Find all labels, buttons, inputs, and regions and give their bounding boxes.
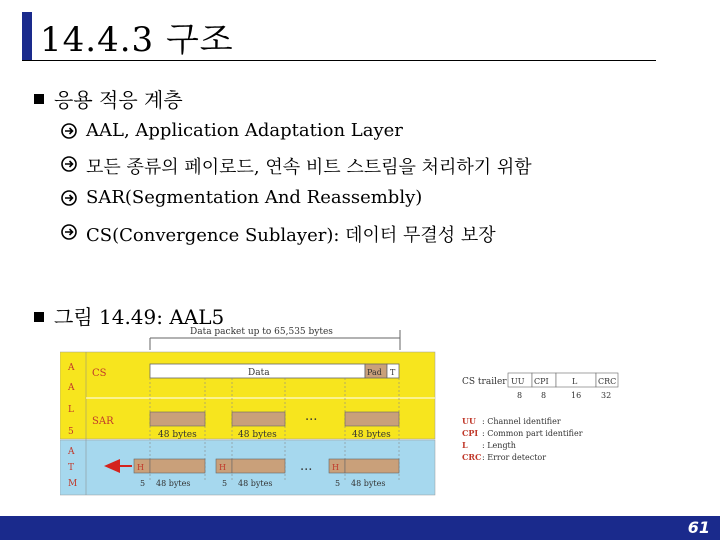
h-label: H bbox=[219, 463, 226, 472]
trailer-size: 16 bbox=[571, 391, 582, 400]
sar-block bbox=[232, 412, 285, 426]
circled-arrow-icon bbox=[60, 122, 78, 140]
slide-title: 14.4.3 구조 bbox=[40, 20, 234, 60]
section-heading: 그림 14.49: AAL5 bbox=[54, 305, 225, 329]
aal5-figure bbox=[60, 320, 620, 500]
atm-bytes-label: 48 bytes bbox=[156, 479, 191, 488]
footer-bar bbox=[0, 516, 720, 540]
page-number: 61 bbox=[687, 518, 710, 537]
ellipsis: ... bbox=[305, 409, 318, 424]
pad-label: Pad bbox=[367, 368, 382, 377]
square-bullet-icon bbox=[34, 312, 44, 322]
trailer-size: 8 bbox=[517, 391, 523, 400]
legend-text: : Common part identifier bbox=[482, 429, 583, 438]
sar-block bbox=[150, 412, 205, 426]
atm-payload bbox=[345, 459, 399, 473]
section-heading: 응용 적응 계층 bbox=[54, 88, 183, 112]
cs-label: CS bbox=[92, 368, 107, 379]
trailer-field: CRC bbox=[598, 377, 617, 386]
sar-bytes-label: 48 bytes bbox=[352, 430, 391, 440]
legend-text: : Channel identifier bbox=[482, 417, 561, 426]
title-divider bbox=[22, 60, 656, 61]
trailer-size: 32 bbox=[601, 391, 612, 400]
legend-key: L bbox=[462, 440, 468, 450]
layer-letter: A bbox=[68, 447, 75, 457]
ellipsis: ... bbox=[300, 459, 313, 474]
trailer-field: CPI bbox=[534, 377, 549, 386]
atm-bytes-label: 48 bytes bbox=[238, 479, 273, 488]
title-accent-bar bbox=[22, 12, 32, 60]
atm-payload bbox=[150, 459, 205, 473]
sar-block bbox=[345, 412, 399, 426]
list-item-text: CS(Convergence Sublayer): 데이터 무결성 보장 bbox=[86, 225, 496, 246]
sar-label: SAR bbox=[92, 416, 114, 427]
trailer-size: 8 bbox=[541, 391, 547, 400]
list-item-text: SAR(Segmentation And Reassembly) bbox=[86, 187, 423, 208]
sar-bytes-label: 48 bytes bbox=[238, 430, 277, 440]
h-label: H bbox=[137, 463, 144, 472]
layer-letter: T bbox=[68, 463, 75, 473]
atm-5-label: 5 bbox=[222, 479, 228, 488]
sar-bytes-label: 48 bytes bbox=[158, 430, 197, 440]
layer-letter: A bbox=[68, 363, 75, 373]
atm-bytes-label: 48 bytes bbox=[351, 479, 386, 488]
layer-letter: L bbox=[68, 405, 74, 415]
circled-arrow-icon bbox=[60, 189, 78, 207]
t-label: T bbox=[390, 368, 396, 377]
cs-trailer-label: CS trailer bbox=[462, 377, 507, 387]
atm-5-label: 5 bbox=[140, 479, 146, 488]
h-label: H bbox=[332, 463, 339, 472]
layer-letter: A bbox=[68, 383, 75, 393]
legend-key: CPI bbox=[462, 428, 479, 438]
legend-key: UU bbox=[462, 416, 476, 426]
atm-5-label: 5 bbox=[335, 479, 341, 488]
trailer-field: L bbox=[572, 377, 578, 386]
legend-key: CRC bbox=[462, 452, 482, 462]
list-item-text: AAL, Application Adaptation Layer bbox=[86, 120, 403, 141]
packet-size-label: Data packet up to 65,535 bytes bbox=[190, 327, 333, 337]
data-label: Data bbox=[248, 368, 270, 378]
legend-text: : Length bbox=[482, 441, 516, 450]
circled-arrow-icon bbox=[60, 155, 78, 173]
layer-letter: 5 bbox=[68, 427, 74, 437]
atm-payload bbox=[232, 459, 285, 473]
square-bullet-icon bbox=[34, 94, 44, 104]
list-item-text: 모든 종류의 페이로드, 연속 비트 스트림을 처리하기 위함 bbox=[86, 157, 532, 178]
trailer-field: UU bbox=[511, 377, 525, 386]
circled-arrow-icon bbox=[60, 223, 78, 241]
legend-text: : Error detector bbox=[482, 453, 547, 462]
layer-letter: M bbox=[68, 479, 78, 489]
